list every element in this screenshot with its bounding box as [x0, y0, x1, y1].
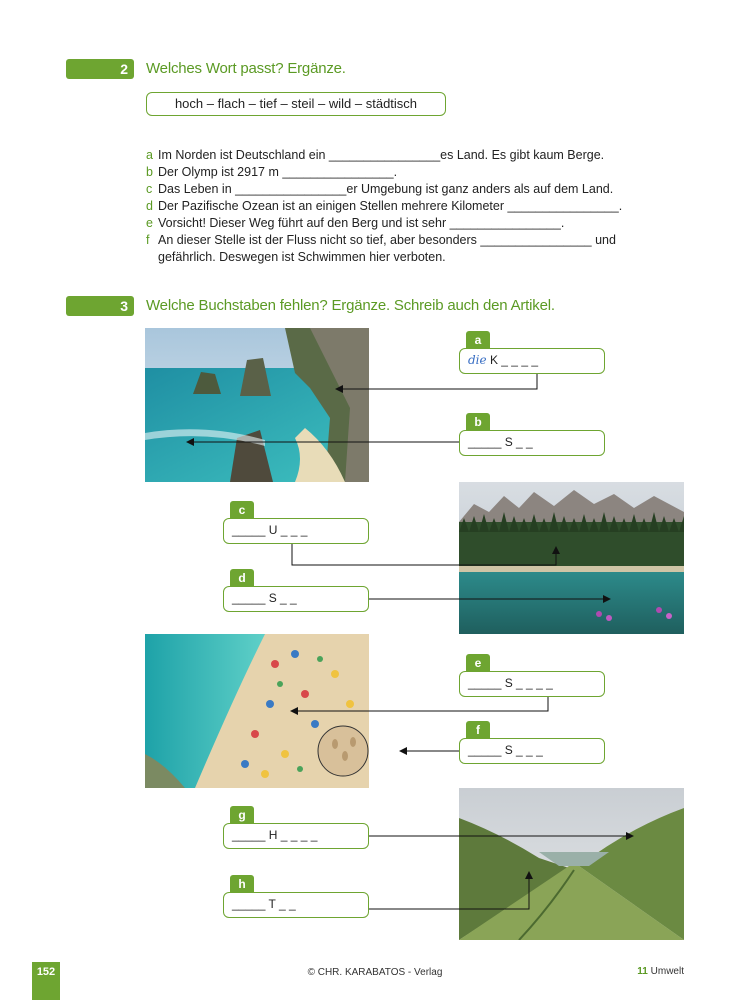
- answer-prompt: S _ _ _: [501, 743, 543, 757]
- chapter-reference: [637, 966, 684, 977]
- answer-blank: _____: [232, 897, 266, 911]
- crowded-beach-photo: [145, 634, 369, 788]
- label-e: e: [466, 654, 490, 672]
- sentence-text: Der Pazifische Ozean ist an einigen Stellen mehrere Kilometer ________________.: [158, 199, 623, 213]
- green-valley-photo: [459, 788, 684, 940]
- chapter-name: Umwelt: [650, 966, 684, 977]
- sentence-d[interactable]: [146, 198, 626, 215]
- task-2-number: 2: [66, 59, 134, 79]
- answer-box-d[interactable]: [223, 586, 369, 612]
- sentence-letter: f: [146, 233, 150, 247]
- answer-box-g[interactable]: [223, 823, 369, 849]
- label-d: d: [230, 569, 254, 587]
- answer-box-h[interactable]: [223, 892, 369, 918]
- publisher-credit: © CHR. KARABATOS - Verlag: [307, 967, 443, 978]
- answer-blank: _____: [468, 743, 502, 757]
- label-a: a: [466, 331, 490, 349]
- sentence-text: Das Leben in ________________er Umgebung ist ganz anders als auf dem Land.: [158, 182, 614, 196]
- answer-prompt: S _ _ _ _: [501, 676, 553, 690]
- task-3-number: 3: [66, 296, 134, 316]
- answer-box-f[interactable]: [459, 738, 605, 764]
- answer-prompt: S _ _: [265, 591, 297, 605]
- sentence-a[interactable]: [146, 147, 626, 164]
- task-2-title: Welches Wort passt? Ergänze.: [146, 60, 346, 77]
- label-f: f: [466, 721, 490, 739]
- word-bank: hoch – flach – tief – steil – wild – städtisch: [146, 92, 446, 116]
- label-h: h: [230, 875, 254, 893]
- sentence-text: An dieser Stelle ist der Fluss nicht so tief, aber besonders ________________ und gefährlich. Deswegen ist Schwimmen hier verboten.: [158, 233, 616, 264]
- sentence-f[interactable]: [146, 232, 626, 266]
- label-b: b: [466, 413, 490, 431]
- sentence-text: Vorsicht! Dieser Weg führt auf den Berg und ist sehr ________________.: [158, 216, 565, 230]
- chapter-number: 11: [637, 966, 648, 977]
- answer-box-e[interactable]: [459, 671, 605, 697]
- task-2-sentences: [146, 147, 626, 266]
- answer-prompt: U _ _ _: [265, 523, 308, 537]
- sentence-letter: b: [146, 165, 153, 179]
- answer-blank: _____: [232, 828, 266, 842]
- sentence-letter: e: [146, 216, 153, 230]
- answer-box-b[interactable]: [459, 430, 605, 456]
- answer-blank: _____: [232, 591, 266, 605]
- mountain-lake-photo: [459, 482, 684, 634]
- sentence-letter: a: [146, 148, 153, 162]
- page-number: 152: [32, 962, 60, 1000]
- answer-box-c[interactable]: [223, 518, 369, 544]
- answer-blank: _____: [468, 676, 502, 690]
- sentence-letter: d: [146, 199, 153, 213]
- sentence-c[interactable]: [146, 181, 626, 198]
- task-3-title: Welche Buchstaben fehlen? Ergänze. Schreib auch den Artikel.: [146, 297, 555, 314]
- sentence-letter: c: [146, 182, 153, 196]
- answer-prompt: S _ _: [501, 435, 533, 449]
- answer-blank: _____: [232, 523, 266, 537]
- sentence-e[interactable]: [146, 215, 626, 232]
- handwritten-article: die: [468, 353, 487, 367]
- answer-prompt: K _ _ _ _: [486, 353, 538, 367]
- label-g: g: [230, 806, 254, 824]
- answer-blank: _____: [468, 435, 502, 449]
- sentence-text: Im Norden ist Deutschland ein ________________es Land. Es gibt kaum Berge.: [158, 148, 605, 162]
- sentence-b[interactable]: [146, 164, 626, 181]
- sentence-text: Der Olymp ist 2917 m ________________.: [158, 165, 398, 179]
- answer-box-a[interactable]: [459, 348, 605, 374]
- answer-prompt: H _ _ _ _: [265, 828, 318, 842]
- label-c: c: [230, 501, 254, 519]
- coast-cliffs-photo: [145, 328, 369, 482]
- answer-prompt: T _ _: [265, 897, 296, 911]
